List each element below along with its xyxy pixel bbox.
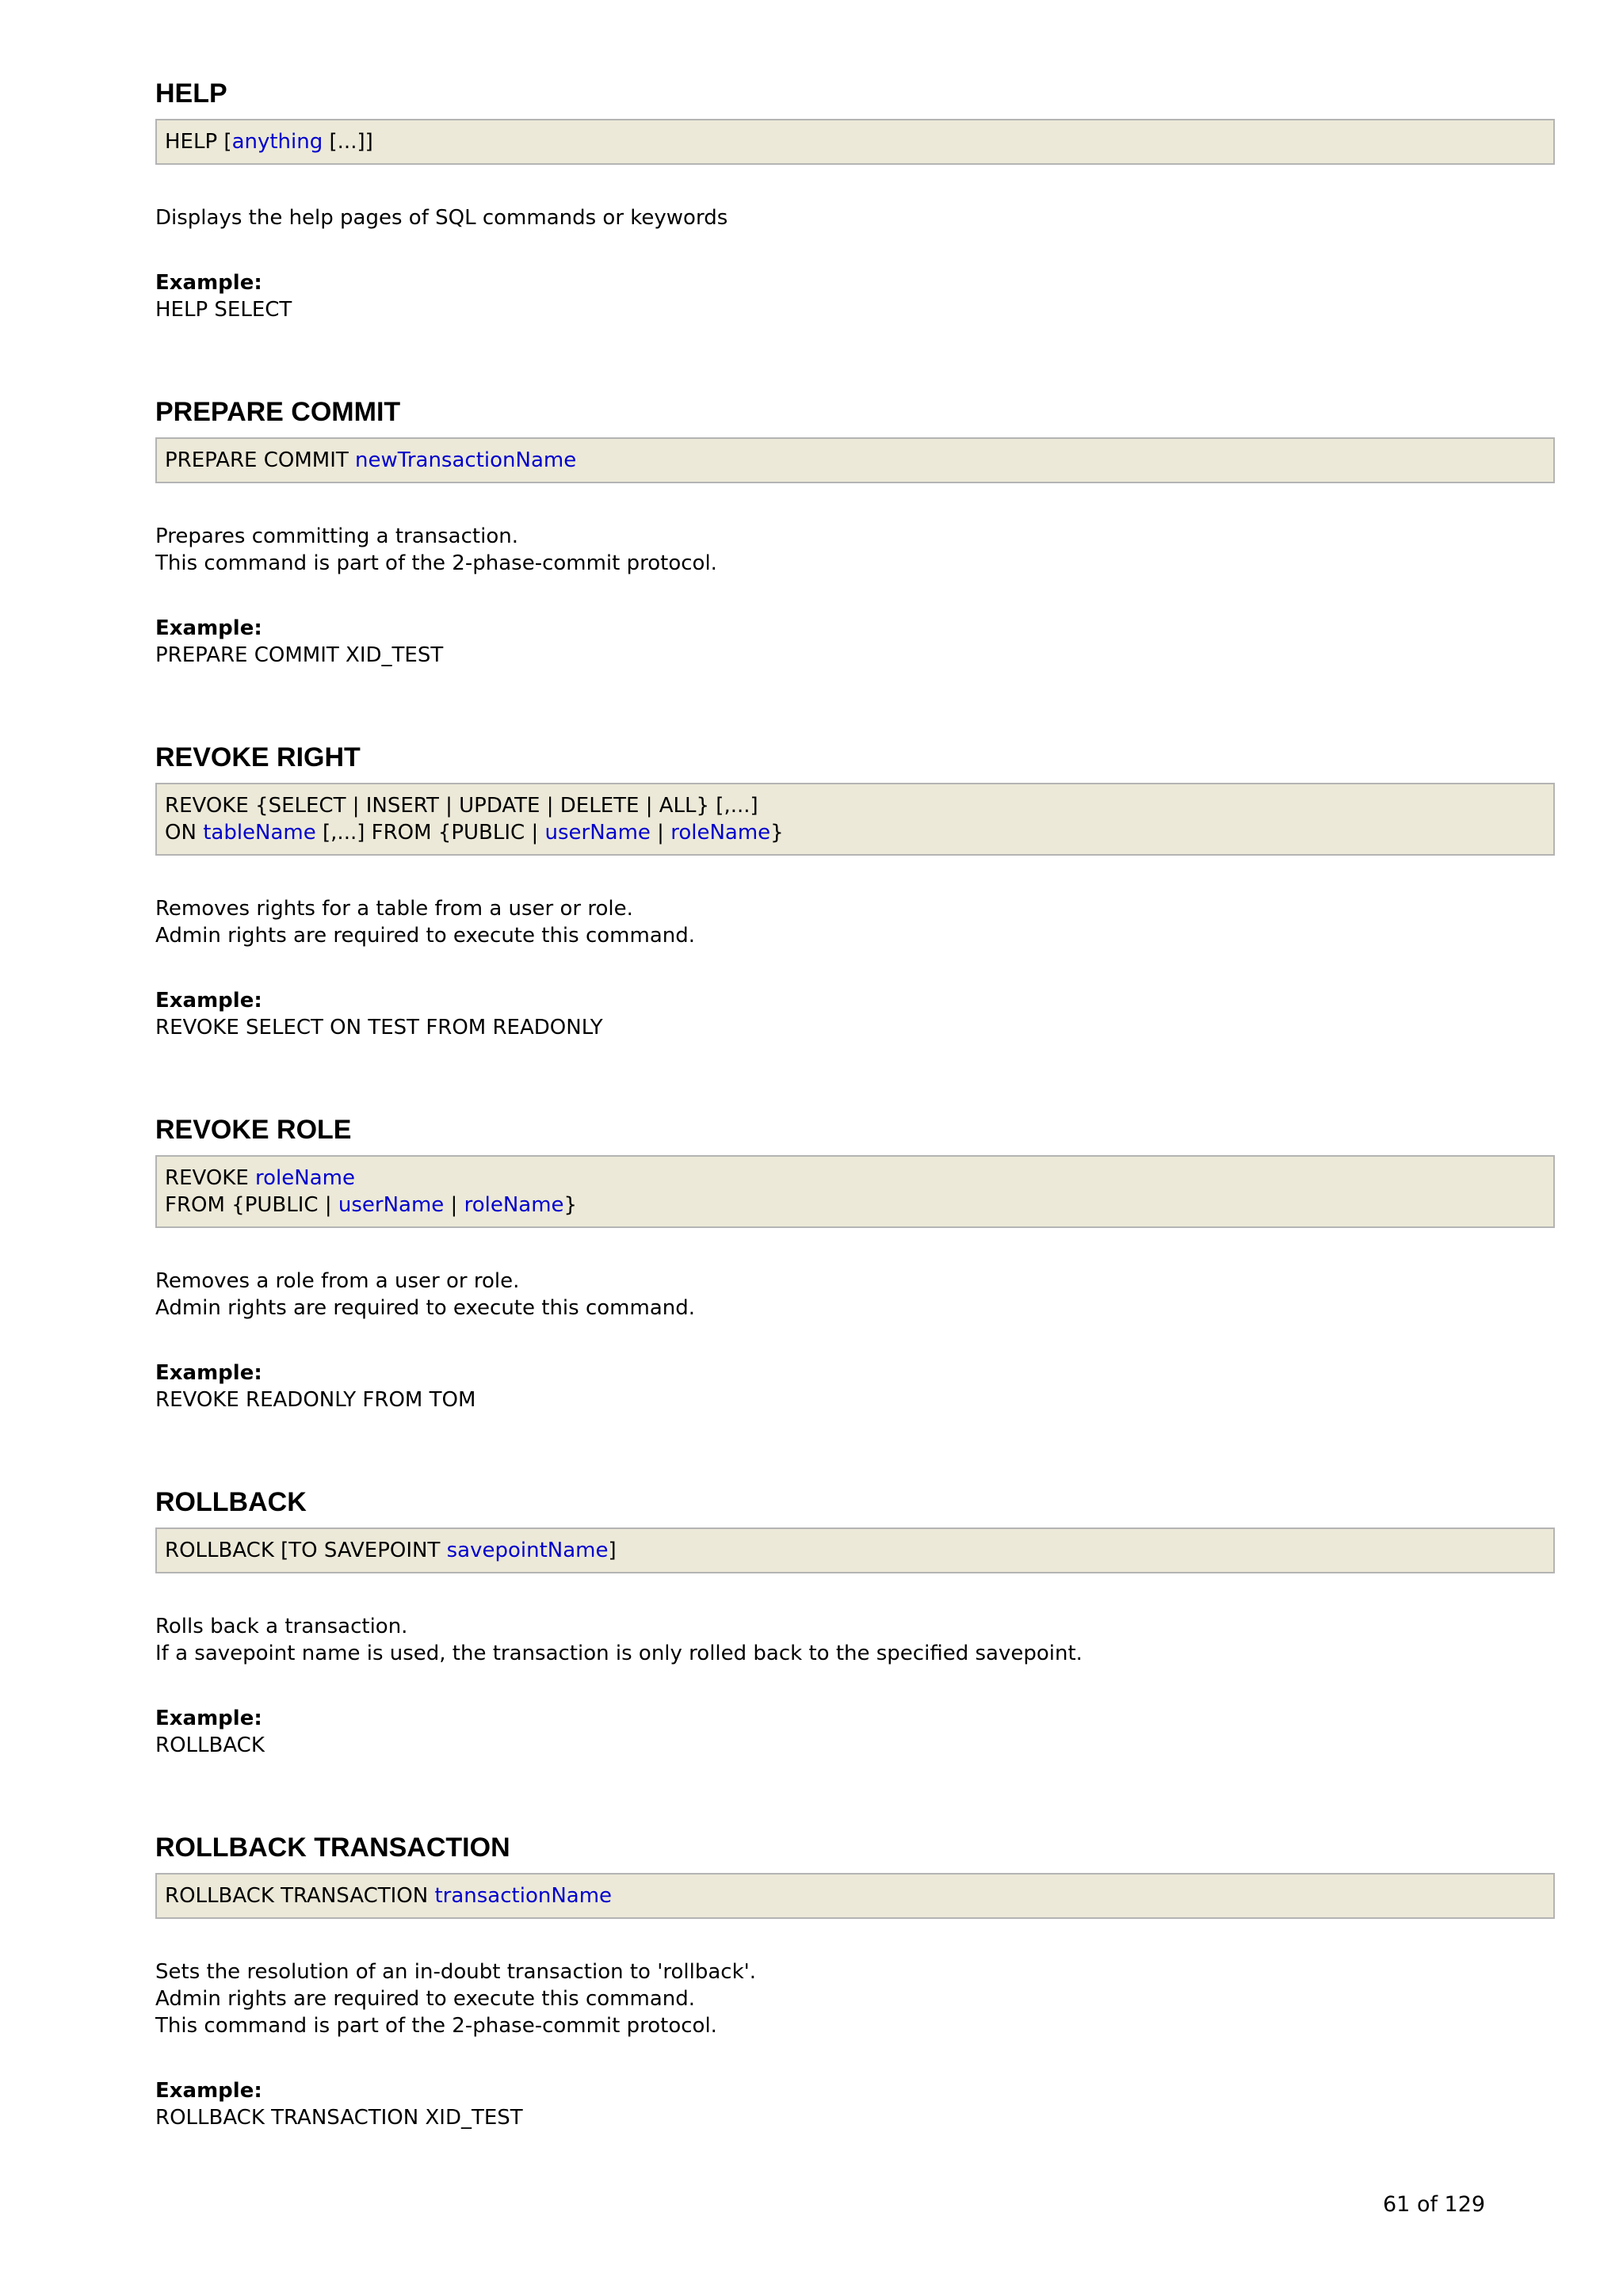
example-code: HELP SELECT xyxy=(155,298,292,322)
document-page xyxy=(155,76,1555,2203)
description-line: Admin rights are required to execute this command. xyxy=(155,1296,696,1320)
description-line: This command is part of the 2-phase-commit protocol. xyxy=(155,551,717,575)
command-description xyxy=(155,895,1555,949)
example-label: Example: xyxy=(155,271,262,295)
description-line: Prepares committing a transaction. xyxy=(155,524,518,548)
description-line: Removes a role from a user or role. xyxy=(155,1269,520,1293)
syntax-line xyxy=(165,792,1545,819)
command-title: ROLLBACK TRANSACTION xyxy=(155,1833,510,1863)
syntax-keyword: ] xyxy=(608,1539,617,1562)
syntax-keyword: [...]] xyxy=(323,130,373,154)
syntax-keyword: } xyxy=(770,821,784,845)
description-line: If a savepoint name is used, the transaction is only rolled back to the specified savepoint. xyxy=(155,1642,1083,1665)
description-line: Rolls back a transaction. xyxy=(155,1615,408,1638)
syntax-box xyxy=(155,1155,1555,1228)
command-description xyxy=(155,523,1555,577)
description-line: Admin rights are required to execute this command. xyxy=(155,924,696,948)
syntax-keyword: | xyxy=(444,1193,464,1217)
syntax-keyword: PREPARE COMMIT xyxy=(165,448,356,472)
command-section xyxy=(155,1485,1555,1759)
syntax-box xyxy=(155,1873,1555,1919)
example-label: Example: xyxy=(155,1361,262,1385)
syntax-variable: tableName xyxy=(203,821,316,845)
example-label: Example: xyxy=(155,2079,262,2103)
syntax-variable: userName xyxy=(544,821,651,845)
syntax-keyword: REVOKE {SELECT | INSERT | UPDATE | DELETE | ALL} [,...] xyxy=(165,794,758,818)
syntax-box xyxy=(155,119,1555,165)
syntax-line xyxy=(165,1192,1545,1219)
command-description xyxy=(155,204,1555,231)
description-line: Admin rights are required to execute this command. xyxy=(155,1987,696,2011)
example-code: PREPARE COMMIT XID_TEST xyxy=(155,643,444,667)
syntax-keyword: | xyxy=(650,821,671,845)
syntax-box xyxy=(155,783,1555,856)
example-code: ROLLBACK xyxy=(155,1733,265,1757)
command-section xyxy=(155,1112,1555,1413)
description-line: Sets the resolution of an in-doubt transaction to 'rollback'. xyxy=(155,1960,757,1984)
syntax-line xyxy=(165,128,1545,155)
syntax-variable: savepointName xyxy=(446,1539,609,1562)
syntax-variable: anything xyxy=(231,130,323,154)
command-title: REVOKE ROLE xyxy=(155,1115,352,1145)
syntax-keyword: [,...] FROM {PUBLIC | xyxy=(315,821,545,845)
syntax-box xyxy=(155,437,1555,483)
description-line: Displays the help pages of SQL commands or keywords xyxy=(155,206,728,230)
command-title: PREPARE COMMIT xyxy=(155,397,401,427)
command-title: REVOKE RIGHT xyxy=(155,742,361,772)
syntax-keyword: HELP [ xyxy=(165,130,232,154)
command-title: HELP xyxy=(155,78,227,109)
syntax-variable: userName xyxy=(338,1193,445,1217)
syntax-line xyxy=(165,1537,1545,1564)
example-label: Example: xyxy=(155,616,262,640)
syntax-keyword: ROLLBACK [TO SAVEPOINT xyxy=(165,1539,447,1562)
syntax-keyword: REVOKE xyxy=(165,1166,256,1190)
syntax-keyword: ROLLBACK TRANSACTION xyxy=(165,1884,435,1908)
syntax-variable: roleName xyxy=(670,821,771,845)
syntax-line xyxy=(165,1882,1545,1909)
command-description xyxy=(155,1958,1555,2039)
syntax-variable: roleName xyxy=(255,1166,355,1190)
command-section xyxy=(155,395,1555,669)
syntax-variable: newTransactionName xyxy=(355,448,577,472)
example-code: REVOKE SELECT ON TEST FROM READONLY xyxy=(155,1016,603,1039)
description-line: Removes rights for a table from a user or role. xyxy=(155,897,633,921)
example-label: Example: xyxy=(155,1707,262,1730)
example-code: REVOKE READONLY FROM TOM xyxy=(155,1388,476,1412)
page-number: 61 of 129 xyxy=(1383,2192,1486,2217)
syntax-variable: roleName xyxy=(464,1193,564,1217)
syntax-line xyxy=(165,447,1545,474)
description-line: This command is part of the 2-phase-commit protocol. xyxy=(155,2014,717,2038)
command-section xyxy=(155,740,1555,1041)
syntax-line xyxy=(165,1165,1545,1192)
syntax-keyword: } xyxy=(563,1193,578,1217)
command-section xyxy=(155,1830,1555,2131)
syntax-keyword: FROM {PUBLIC | xyxy=(165,1193,338,1217)
example-code: ROLLBACK TRANSACTION XID_TEST xyxy=(155,2106,523,2130)
syntax-box xyxy=(155,1527,1555,1573)
example-label: Example: xyxy=(155,989,262,1013)
syntax-variable: transactionName xyxy=(434,1884,613,1908)
syntax-line xyxy=(165,819,1545,846)
syntax-keyword: ON xyxy=(165,821,204,845)
command-title: ROLLBACK xyxy=(155,1487,307,1517)
command-section xyxy=(155,76,1555,323)
command-description xyxy=(155,1268,1555,1322)
command-description xyxy=(155,1613,1555,1667)
